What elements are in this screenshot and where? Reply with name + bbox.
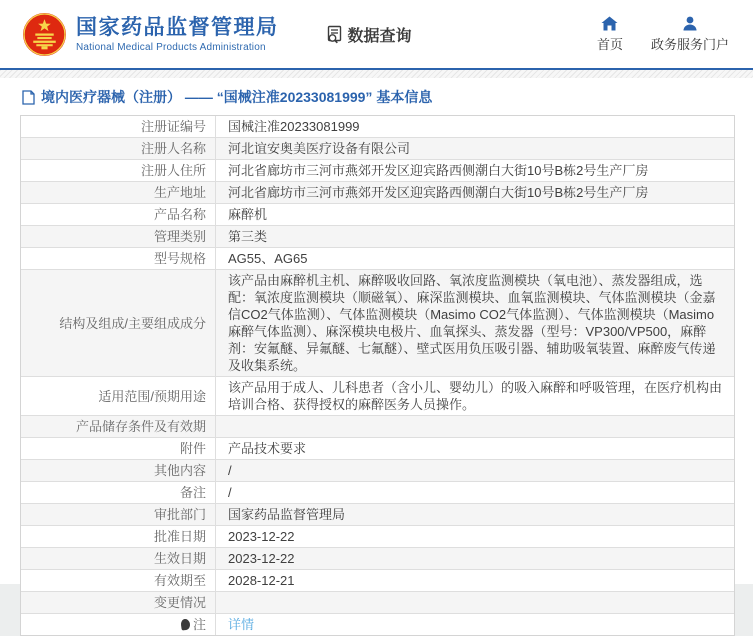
table-row	[21, 116, 734, 138]
row-label-text: 注册证编号	[140, 119, 206, 134]
link-home[interactable]	[597, 16, 623, 53]
row-label	[21, 526, 216, 547]
row-label-text: 注册人住所	[140, 163, 206, 178]
details-link[interactable]: 详情	[228, 617, 255, 632]
row-value-text: 河北省廊坊市三河市燕郊开发区迎宾路西侧潮白大街10号B栋2号生产厂房	[228, 163, 649, 178]
brand-text	[76, 16, 279, 53]
row-value	[216, 460, 734, 481]
stripe-band	[0, 70, 753, 78]
user-icon	[682, 16, 698, 31]
site-subtitle: National Medical Products Administration	[76, 41, 266, 53]
table-row	[21, 592, 734, 614]
table-row	[21, 570, 734, 592]
row-label	[21, 592, 216, 613]
row-value	[216, 526, 734, 547]
row-value	[216, 377, 734, 415]
row-label	[21, 482, 216, 503]
site-title: 国家药品监督管理局	[76, 15, 279, 39]
row-label	[21, 548, 216, 569]
row-value-text: 河北谊安奥美医疗设备有限公司	[228, 141, 411, 156]
row-value-text: AG55、AG65	[228, 251, 308, 266]
table-row	[21, 160, 734, 182]
row-label	[21, 138, 216, 159]
row-value	[216, 482, 734, 503]
row-value	[216, 116, 734, 137]
row-label-text: 变更情况	[153, 595, 206, 610]
row-label-text: 生产地址	[153, 185, 206, 200]
row-label-text: 批准日期	[153, 529, 206, 544]
row-label-text: 管理类别	[153, 229, 206, 244]
link-gov-portal[interactable]	[651, 16, 729, 53]
table-row	[21, 526, 734, 548]
home-icon	[601, 16, 618, 31]
row-value	[216, 226, 734, 247]
row-value-text: 该产品用于成人、儿科患者（含小儿、婴幼儿）的吸入麻醉和呼吸管理，在医疗机构由培训合格、获得授权的麻醉医务人员操作。	[228, 380, 723, 412]
row-label-text: 其他内容	[153, 463, 206, 478]
row-value	[216, 570, 734, 591]
document-search-icon	[325, 25, 344, 44]
row-label	[21, 460, 216, 481]
row-label-text: 结构及组成/主要组成成分	[59, 315, 206, 331]
row-value	[216, 416, 734, 437]
nav-data-query[interactable]	[325, 23, 412, 46]
table-row	[21, 438, 734, 460]
table-row	[21, 614, 734, 635]
row-label	[21, 377, 216, 415]
row-value	[216, 614, 734, 635]
breadcrumb-text: 境内医疗器械（注册） —— “国械注准20233081999” 基本信息	[41, 89, 433, 105]
row-label-text: 注册人名称	[140, 141, 206, 156]
row-value	[216, 438, 734, 459]
row-value-text: 国家药品监督管理局	[228, 507, 346, 522]
row-value	[216, 504, 734, 525]
main-content	[0, 78, 753, 632]
row-label-text: 审批部门	[153, 507, 206, 522]
site-logo[interactable]	[22, 12, 279, 57]
row-label-text: 适用范围/预期用途	[98, 388, 206, 404]
china-national-emblem-icon	[22, 12, 67, 57]
table-row	[21, 504, 734, 526]
row-value	[216, 138, 734, 159]
header-links	[597, 16, 731, 53]
row-value-text: 2023-12-22	[228, 551, 295, 566]
row-label	[21, 270, 216, 376]
table-row	[21, 204, 734, 226]
row-label	[21, 416, 216, 437]
row-label-text: 注	[192, 617, 206, 632]
table-row	[21, 482, 734, 504]
row-value	[216, 182, 734, 203]
row-label	[21, 438, 216, 459]
row-value-text: 河北省廊坊市三河市燕郊开发区迎宾路西侧潮白大街10号B栋2号生产厂房	[228, 185, 649, 200]
row-value-text: 2028-12-21	[228, 573, 295, 588]
breadcrumb	[0, 78, 753, 114]
row-value-text: 麻醉机	[228, 207, 268, 222]
row-value-text: /	[228, 463, 232, 478]
row-label-text: 型号规格	[153, 251, 206, 266]
table-row	[21, 270, 734, 377]
row-label	[21, 160, 216, 181]
row-label-text: 产品名称	[153, 207, 206, 222]
link-home-label: 首页	[596, 36, 623, 52]
row-value-text: 第三类	[228, 229, 268, 244]
row-label	[21, 204, 216, 225]
row-value-text: 国械注准20233081999	[228, 119, 360, 134]
row-label-text: 产品储存条件及有效期	[75, 419, 206, 434]
link-gov-portal-label: 政务服务门户	[650, 36, 729, 52]
table-row	[21, 182, 734, 204]
note-icon	[180, 618, 190, 630]
nav-data-query-label: 数据查询	[347, 27, 412, 45]
row-label	[21, 614, 216, 635]
row-value-text: 产品技术要求	[228, 441, 307, 456]
row-label-text: 有效期至	[153, 573, 206, 588]
table-row	[21, 460, 734, 482]
row-value-text: /	[228, 485, 232, 500]
row-value	[216, 548, 734, 569]
row-label	[21, 504, 216, 525]
row-value	[216, 248, 734, 269]
row-label	[21, 226, 216, 247]
table-row	[21, 248, 734, 270]
table-row	[21, 377, 734, 416]
row-label-text: 备注	[179, 485, 206, 500]
row-label-text: 生效日期	[153, 551, 206, 566]
row-value-text: 该产品由麻醉机主机、麻醉吸收回路、氧浓度监测模块（氧电池）、蒸发器组成，选配：氧浓度监测模块（顺磁氧）、麻深监测模块、血氧监测模块、气体监测模块（金嘉信CO2气体监测）、气体监测模块（Masimo CO2气体监测）、气体监测模块（Masimo麻醉气体监测）、麻深模块电极片、血氧探头、蒸发器（型号：VP300/VP500，麻醉剂：安氟醚、异氟醚、七氟醚）、壁式医用负压吸引器、辅助吸氧装置、麻醉废气传递及收集系统。	[228, 273, 716, 373]
row-value-text: 2023-12-22	[228, 529, 295, 544]
table-row	[21, 416, 734, 438]
row-value	[216, 160, 734, 181]
row-value	[216, 204, 734, 225]
row-label-text: 附件	[179, 441, 206, 456]
info-table	[20, 115, 735, 636]
row-label	[21, 182, 216, 203]
row-label	[21, 116, 216, 137]
site-header	[0, 0, 753, 68]
document-icon	[22, 90, 35, 105]
row-label	[21, 570, 216, 591]
row-value	[216, 592, 734, 613]
row-label	[21, 248, 216, 269]
table-row	[21, 138, 734, 160]
table-row	[21, 548, 734, 570]
table-row	[21, 226, 734, 248]
row-value	[216, 270, 734, 376]
